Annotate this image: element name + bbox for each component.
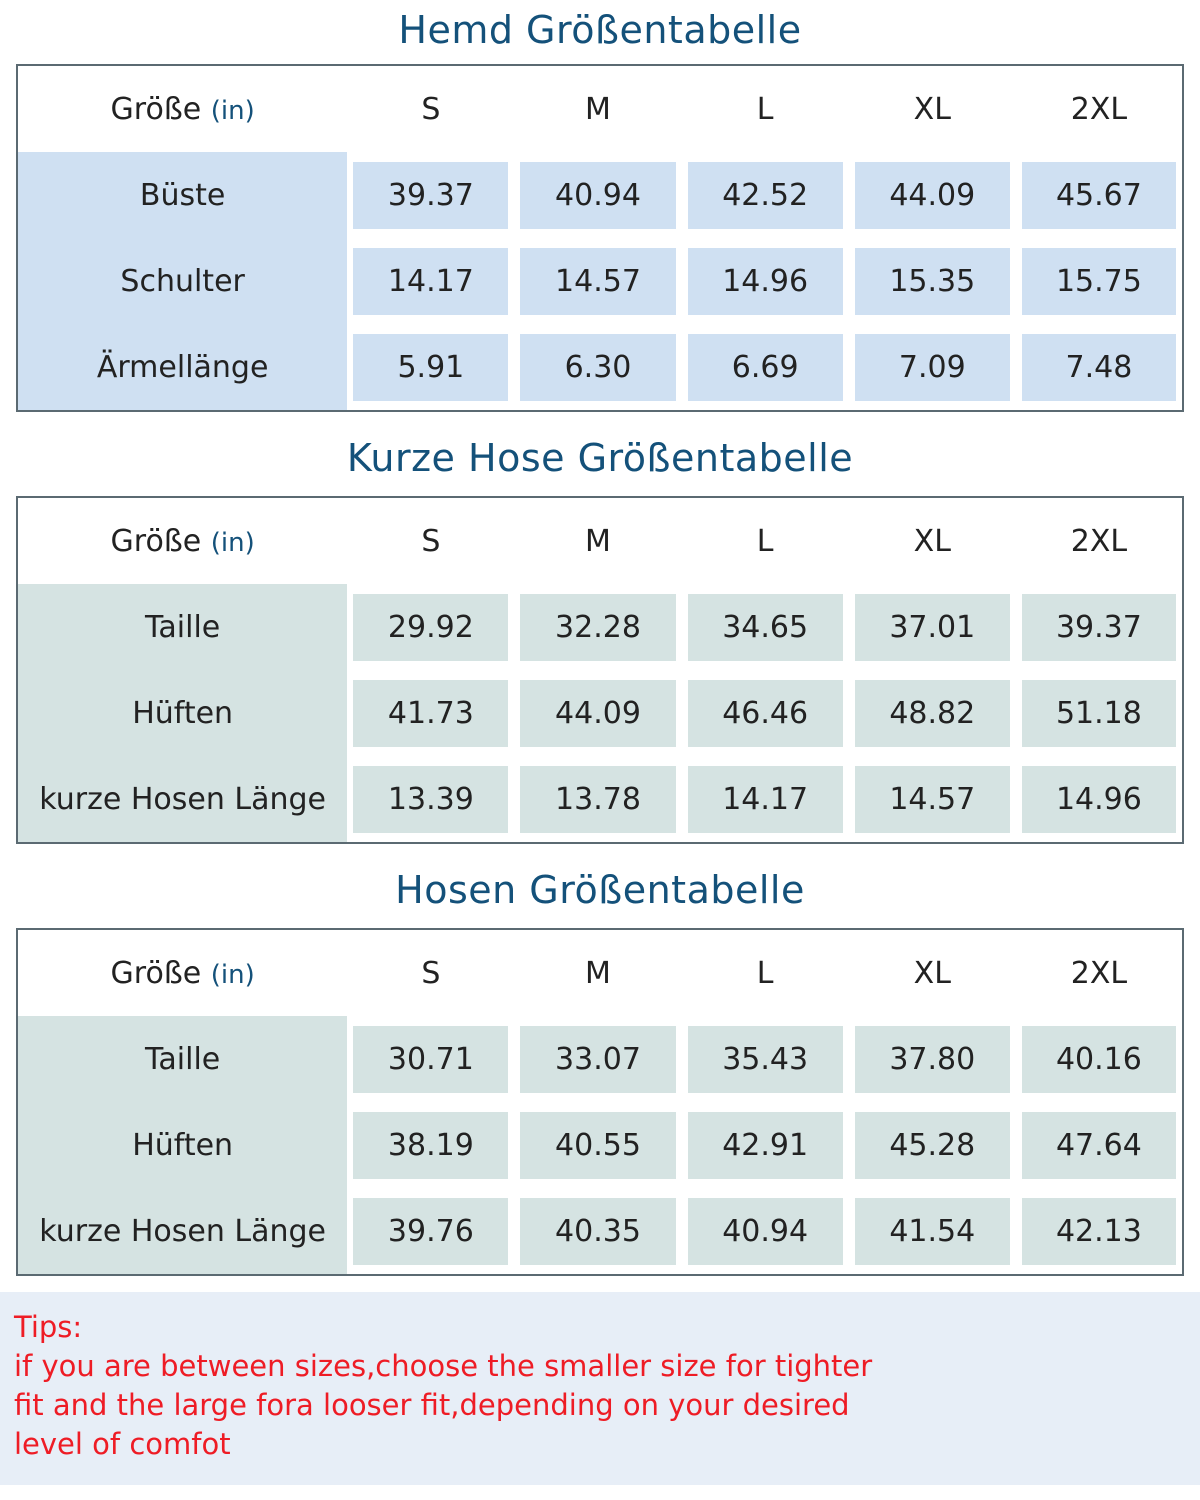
size-header-label: Größe (110, 91, 202, 127)
table-cell (849, 670, 1016, 756)
row-label: Hüften (17, 1102, 347, 1188)
cell-value: 39.37 (1022, 594, 1176, 661)
table-cell (682, 1188, 849, 1275)
table-cell (347, 324, 514, 411)
cell-value: 40.55 (520, 1112, 675, 1179)
size-table-shorts (16, 496, 1184, 844)
column-header-s: S (421, 523, 441, 559)
size-header-unit: (in) (210, 527, 255, 558)
table-header-row (17, 65, 1183, 152)
table-row (17, 1102, 1183, 1188)
row-label: kurze Hosen Länge (17, 1188, 347, 1275)
table-header-row (17, 497, 1183, 584)
page-title-shirt: Hemd Größentabelle (398, 8, 802, 52)
size-header-unit: (in) (210, 95, 255, 126)
table-cell (514, 1016, 681, 1102)
cell-value: 29.92 (353, 594, 508, 661)
table-cell (682, 324, 849, 411)
table-cell (682, 238, 849, 324)
tips-box (0, 1292, 1200, 1485)
cell-value: 40.94 (520, 162, 675, 229)
table-row (17, 1188, 1183, 1275)
page-title-pants: Hosen Größentabelle (395, 868, 805, 912)
table-row (17, 756, 1183, 843)
size-table-pants (16, 928, 1184, 1276)
cell-value: 32.28 (520, 594, 675, 661)
cell-value: 33.07 (520, 1026, 675, 1093)
cell-value: 6.30 (520, 334, 675, 401)
column-header-m: M (585, 523, 611, 559)
tips-line-1: if you are between sizes,choose the smaller size for tighter (14, 1349, 873, 1384)
size-header-cell (17, 65, 347, 152)
table-cell (1016, 152, 1183, 238)
cell-value: 39.76 (353, 1198, 508, 1265)
table-row (17, 238, 1183, 324)
size-header-unit: (in) (210, 959, 255, 990)
table-row (17, 584, 1183, 670)
cell-value: 15.35 (855, 248, 1010, 315)
table-cell (682, 670, 849, 756)
table-cell (849, 756, 1016, 843)
table-cell (1016, 756, 1183, 843)
row-label: Hüften (17, 670, 347, 756)
table-cell (347, 1102, 514, 1188)
table-cell (514, 324, 681, 411)
table-row (17, 670, 1183, 756)
table-cell (849, 324, 1016, 411)
cell-value: 6.69 (688, 334, 843, 401)
cell-value: 40.94 (688, 1198, 843, 1265)
table-cell (347, 584, 514, 670)
table-cell (514, 1188, 681, 1275)
cell-value: 42.91 (688, 1112, 843, 1179)
row-label: Ärmellänge (17, 324, 347, 411)
column-header-xl: XL (913, 91, 951, 127)
row-label: Taille (17, 584, 347, 670)
table-cell (514, 670, 681, 756)
table-cell (849, 152, 1016, 238)
table-cell (849, 1016, 1016, 1102)
cell-value: 44.09 (855, 162, 1010, 229)
cell-value: 14.57 (855, 766, 1010, 833)
cell-value: 40.16 (1022, 1026, 1176, 1093)
table-cell (514, 152, 681, 238)
table-header-row (17, 929, 1183, 1016)
table-cell (1016, 670, 1183, 756)
cell-value: 41.73 (353, 680, 508, 747)
cell-value: 30.71 (353, 1026, 508, 1093)
size-header-cell (17, 929, 347, 1016)
row-label: kurze Hosen Länge (17, 756, 347, 843)
cell-value: 7.48 (1022, 334, 1176, 401)
cell-value: 48.82 (855, 680, 1010, 747)
column-header-l: L (756, 955, 774, 991)
table-row (17, 324, 1183, 411)
row-label: Büste (17, 152, 347, 238)
column-header-2xl: 2XL (1070, 91, 1128, 127)
table-row (17, 152, 1183, 238)
column-header-xl: XL (913, 955, 951, 991)
cell-value: 40.35 (520, 1198, 675, 1265)
table-cell (682, 1102, 849, 1188)
cell-value: 46.46 (688, 680, 843, 747)
cell-value: 37.80 (855, 1026, 1010, 1093)
table-cell (347, 238, 514, 324)
cell-value: 38.19 (353, 1112, 508, 1179)
table-cell (1016, 1102, 1183, 1188)
cell-value: 47.64 (1022, 1112, 1176, 1179)
column-header-2xl: 2XL (1070, 955, 1128, 991)
cell-value: 13.39 (353, 766, 508, 833)
cell-value: 14.17 (353, 248, 508, 315)
table-cell (514, 238, 681, 324)
column-header-m: M (585, 91, 611, 127)
cell-value: 45.67 (1022, 162, 1176, 229)
cell-value: 37.01 (855, 594, 1010, 661)
table-cell (1016, 1016, 1183, 1102)
size-header-label: Größe (110, 523, 202, 559)
cell-value: 13.78 (520, 766, 675, 833)
table-cell (682, 584, 849, 670)
table-cell (1016, 1188, 1183, 1275)
cell-value: 41.54 (855, 1198, 1010, 1265)
cell-value: 42.13 (1022, 1198, 1176, 1265)
size-header-cell (17, 497, 347, 584)
cell-value: 35.43 (688, 1026, 843, 1093)
cell-value: 39.37 (353, 162, 508, 229)
table-cell (514, 584, 681, 670)
table-cell (1016, 584, 1183, 670)
cell-value: 15.75 (1022, 248, 1176, 315)
table-cell (682, 756, 849, 843)
table-cell (514, 756, 681, 843)
column-header-l: L (756, 523, 774, 559)
table-cell (849, 584, 1016, 670)
cell-value: 44.09 (520, 680, 675, 747)
table-cell (347, 152, 514, 238)
cell-value: 45.28 (855, 1112, 1010, 1179)
table-cell (682, 152, 849, 238)
cell-value: 51.18 (1022, 680, 1176, 747)
table-cell (1016, 324, 1183, 411)
table-cell (514, 1102, 681, 1188)
table-cell (347, 670, 514, 756)
row-label: Taille (17, 1016, 347, 1102)
tips-line-3: level of comfot (14, 1427, 231, 1462)
column-header-s: S (421, 955, 441, 991)
column-header-s: S (421, 91, 441, 127)
table-cell (347, 756, 514, 843)
tips-line-2: fit and the large fora looser fit,depending on your desired (14, 1388, 850, 1423)
tips-heading: Tips: (14, 1310, 83, 1344)
cell-value: 5.91 (353, 334, 508, 401)
table-cell (849, 1102, 1016, 1188)
cell-value: 7.09 (855, 334, 1010, 401)
column-header-xl: XL (913, 523, 951, 559)
page-title-shorts: Kurze Hose Größentabelle (346, 436, 854, 480)
table-cell (849, 1188, 1016, 1275)
table-cell (1016, 238, 1183, 324)
column-header-l: L (756, 91, 774, 127)
column-header-m: M (585, 955, 611, 991)
table-cell (682, 1016, 849, 1102)
cell-value: 14.96 (688, 248, 843, 315)
cell-value: 34.65 (688, 594, 843, 661)
column-header-2xl: 2XL (1070, 523, 1128, 559)
table-row (17, 1016, 1183, 1102)
cell-value: 42.52 (688, 162, 843, 229)
cell-value: 14.96 (1022, 766, 1176, 833)
row-label: Schulter (17, 238, 347, 324)
cell-value: 14.17 (688, 766, 843, 833)
table-cell (347, 1016, 514, 1102)
table-cell (849, 238, 1016, 324)
table-cell (347, 1188, 514, 1275)
size-header-label: Größe (110, 955, 202, 991)
cell-value: 14.57 (520, 248, 675, 315)
size-table-shirt (16, 64, 1184, 412)
